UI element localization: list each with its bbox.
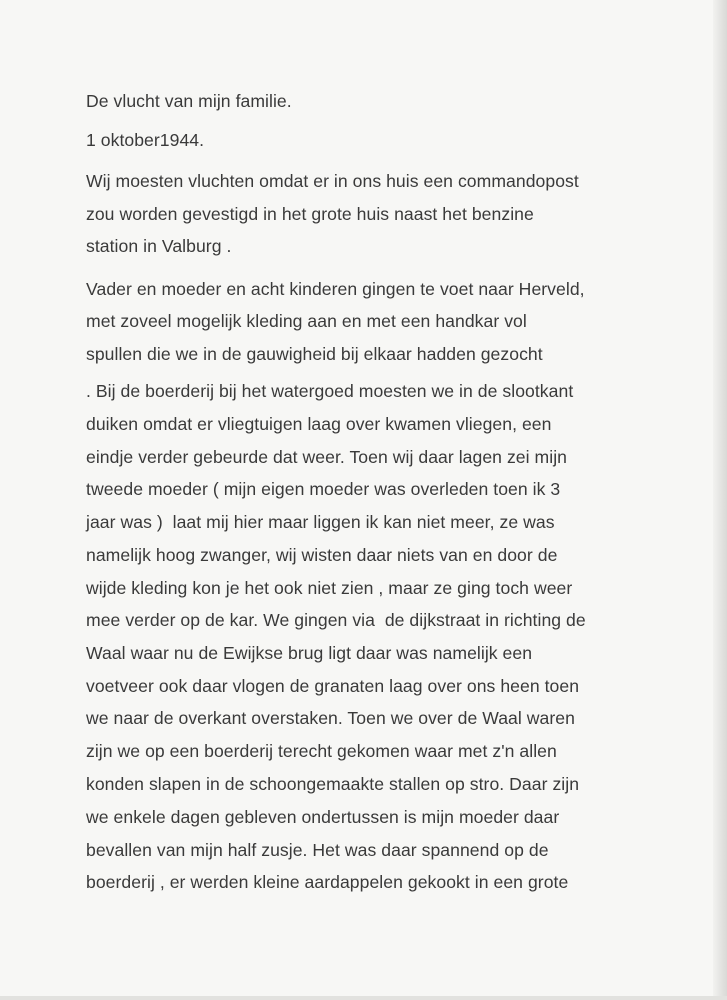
text-line: bevallen van mijn half zusje. Het was daar spannend op de: [86, 840, 549, 860]
text-line: met zoveel mogelijk kleding aan en met een handkar vol: [86, 311, 527, 331]
text-line: konden slapen in de schoongemaakte stallen op stro. Daar zijn: [86, 774, 580, 794]
text-line: we naar de overkant overstaken. Toen we over de Waal waren: [86, 708, 575, 728]
document-title: De vlucht van mijn familie.: [86, 91, 292, 111]
text-line: wijde kleding kon je het ook niet zien , maar ze ging toch weer: [86, 578, 573, 598]
text-line: duiken omdat er vliegtuigen laag over kwamen vliegen, een: [86, 414, 552, 434]
scan-edge: [713, 0, 727, 1000]
text-line: eindje verder gebeurde dat weer. Toen wij daar lagen zei mijn: [86, 447, 567, 467]
text-line: boerderij , er werden kleine aardappelen gekookt in een grote: [86, 872, 569, 892]
text-line: Waal waar nu de Ewijkse brug ligt daar was namelijk een: [86, 643, 533, 663]
text-line: voetveer ook daar vlogen de granaten laag over ons heen toen: [86, 676, 580, 696]
text-line: Vader en moeder en acht kinderen gingen te voet naar Herveld,: [86, 279, 585, 299]
text-line: mee verder op de kar. We gingen via de dijkstraat in richting de: [86, 610, 586, 630]
scan-bottom-edge: [0, 996, 727, 1000]
text-line: tweede moeder ( mijn eigen moeder was overleden toen ik 3: [86, 479, 561, 499]
text-line: Wij moesten vluchten omdat er in ons huis een commandopost: [86, 171, 579, 191]
text-line: station in Valburg .: [86, 236, 232, 256]
document-date: 1 oktober1944.: [86, 130, 205, 150]
text-line: we enkele dagen gebleven ondertussen is mijn moeder daar: [86, 807, 560, 827]
text-line: spullen die we in de gauwigheid bij elkaar hadden gezocht: [86, 344, 543, 364]
text-line: zijn we op een boerderij terecht gekomen waar met z'n allen: [86, 741, 557, 761]
text-line: . Bij de boerderij bij het watergoed moesten we in de slootkant: [86, 381, 574, 401]
text-line: jaar was ) laat mij hier maar liggen ik kan niet meer, ze was: [86, 512, 555, 532]
text-line: zou worden gevestigd in het grote huis naast het benzine: [86, 204, 534, 224]
text-line: namelijk hoog zwanger, wij wisten daar niets van en door de: [86, 545, 558, 565]
